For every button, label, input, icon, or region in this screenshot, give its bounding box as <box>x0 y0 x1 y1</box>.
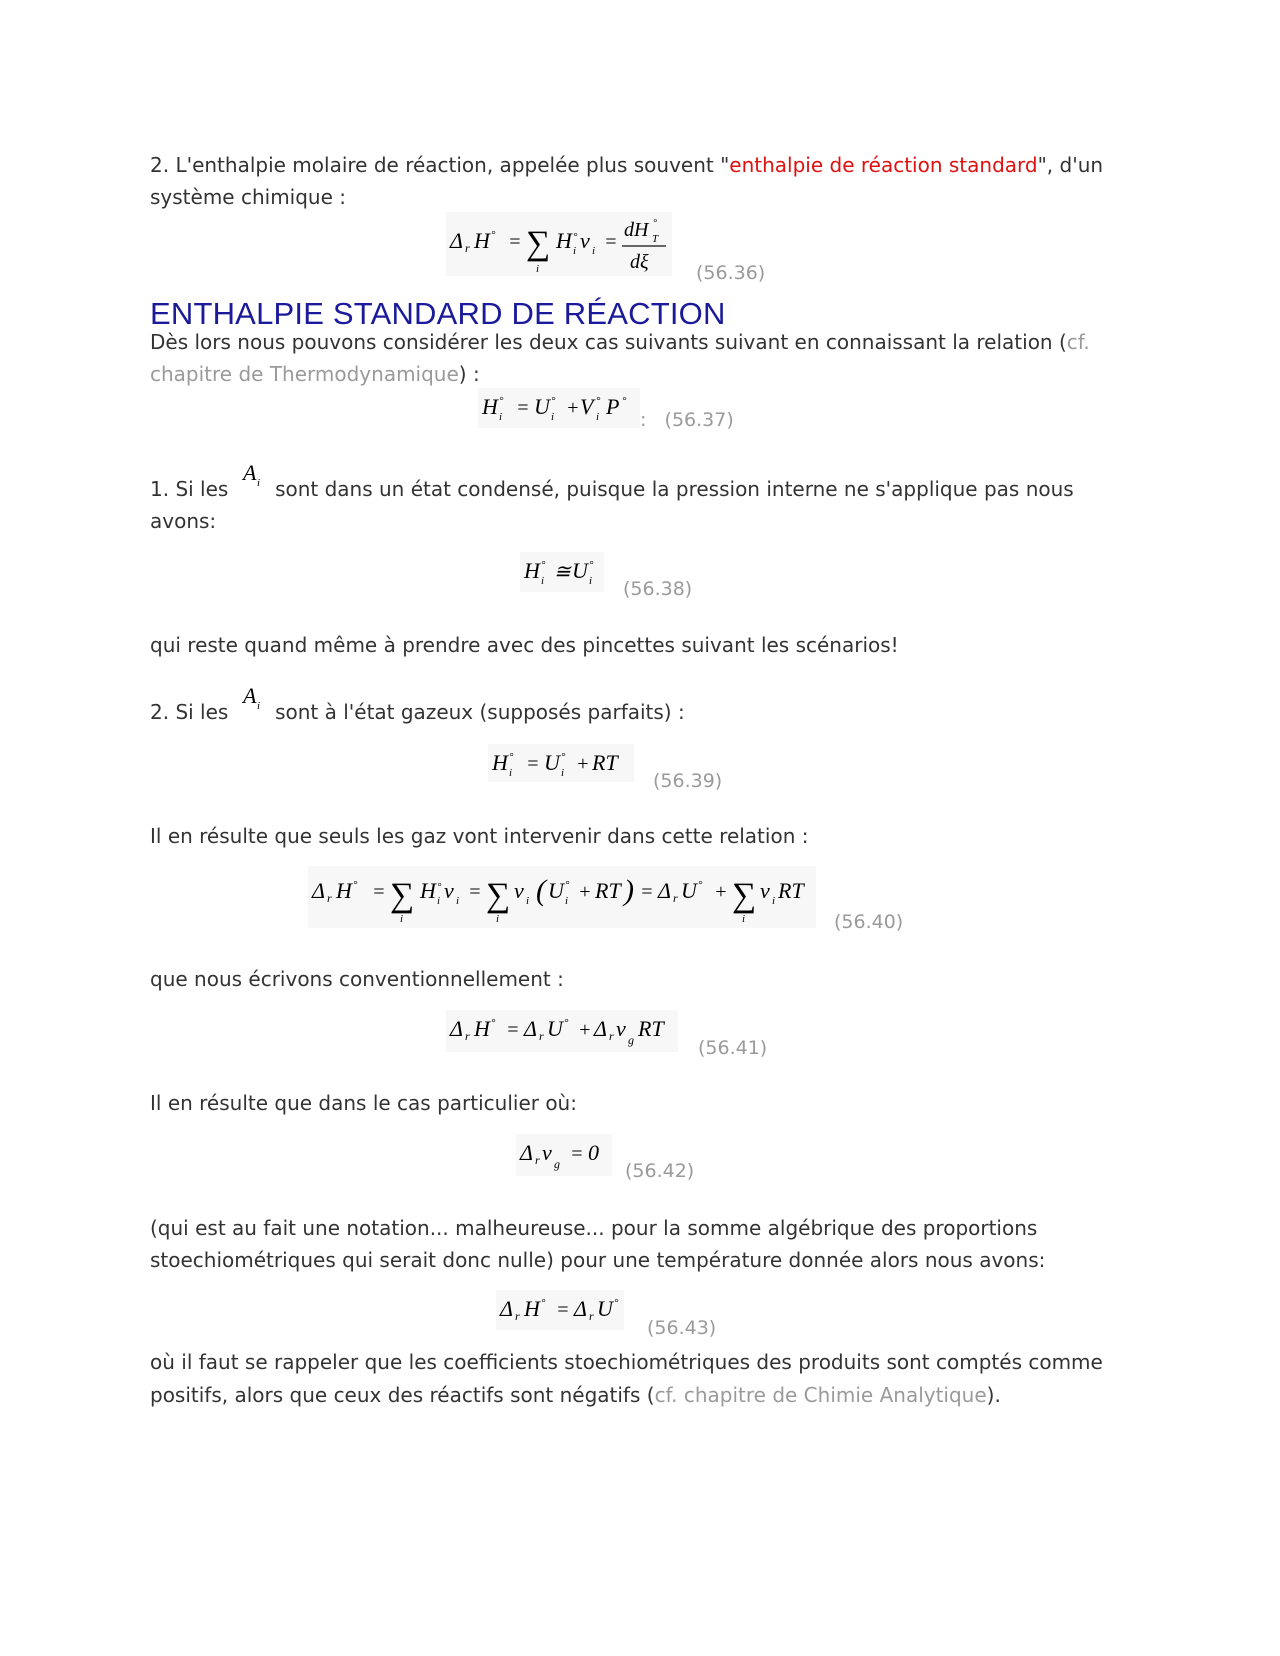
paragraph-rappel-line1: où il faut se rappeler que les coefficients stoechiométriques des produits sont comptés comme <box>150 1350 1103 1374</box>
case-1-line2: avons: <box>150 509 217 533</box>
svg-text:=: = <box>506 1019 520 1041</box>
svg-text:ν: ν <box>542 1140 552 1165</box>
svg-text:+: + <box>578 881 592 903</box>
svg-text:i: i <box>499 411 503 423</box>
svg-text:°: ° <box>353 879 358 891</box>
paragraph-gaz: Il en résulte que seuls les gaz vont intervenir dans cette relation : <box>150 824 809 848</box>
svg-text:dH: dH <box>624 219 649 241</box>
svg-text:g: g <box>554 1157 560 1171</box>
svg-text:A: A <box>242 460 257 485</box>
equation-colon: : <box>640 409 647 431</box>
svg-text:°: ° <box>614 1297 619 1309</box>
svg-text:Δ: Δ <box>450 228 463 253</box>
svg-text:°: ° <box>541 1297 546 1309</box>
symbol-A-i-graphic <box>239 458 273 492</box>
svg-text:RT: RT <box>592 750 618 775</box>
paragraph-cas-particulier: Il en résulte que dans le cas particulier où: <box>150 1091 577 1115</box>
intro-text-end: ", d'un <box>1037 153 1104 177</box>
section-heading: ENTHALPIE STANDARD DE RÉACTION <box>150 296 726 331</box>
svg-text:°: ° <box>653 218 657 229</box>
equation-56-42 <box>516 1134 612 1176</box>
svg-text:+: + <box>576 753 590 775</box>
svg-text:H: H <box>556 228 572 253</box>
svg-text:≅: ≅ <box>554 561 571 583</box>
svg-text:U: U <box>548 878 564 903</box>
svg-text:i: i <box>536 263 540 275</box>
chimie-analytique-link[interactable]: cf. chapitre de Chimie Analytique <box>654 1383 987 1407</box>
svg-text:=: = <box>556 1299 570 1321</box>
svg-text:H: H <box>474 1016 490 1041</box>
svg-text:r: r <box>535 1153 540 1167</box>
svg-text:H: H <box>474 228 490 253</box>
paragraph-relation-line2 <box>150 357 480 391</box>
svg-text:=: = <box>516 397 530 419</box>
svg-text:i: i <box>541 575 545 587</box>
svg-text:g: g <box>628 1033 634 1047</box>
svg-text:Δ: Δ <box>500 1296 513 1321</box>
svg-text:°: ° <box>698 879 703 891</box>
case-1-text: sont dans un état condensé, puisque la pression interne ne s'applique pas nous <box>275 477 1074 501</box>
svg-text:i: i <box>437 895 441 907</box>
paragraph-relation <box>150 325 1090 359</box>
svg-text:=: = <box>640 881 654 903</box>
svg-text:ν: ν <box>580 228 590 253</box>
svg-text:RT: RT <box>778 878 804 903</box>
symbol-A-i-graphic <box>239 681 273 715</box>
svg-text:H: H <box>492 750 508 775</box>
svg-text:i: i <box>742 913 746 925</box>
paragraph-notation-line2: stoechiométriques qui serait donc nulle) pour une température donnée alors nous avons: <box>150 1248 1046 1272</box>
svg-text:Δ: Δ <box>658 878 671 903</box>
svg-text:Δ: Δ <box>450 1016 463 1041</box>
case-2-text: sont à l'état gazeux (supposés parfaits) : <box>275 700 685 724</box>
equation-56-43 <box>496 1290 624 1330</box>
svg-text:r: r <box>673 891 678 905</box>
svg-text:H: H <box>524 1296 540 1321</box>
equation-number: (56.36) <box>696 262 766 284</box>
paragraph-pincettes: qui reste quand même à prendre avec des pincettes suivant les scénarios! <box>150 633 899 657</box>
svg-text:°: ° <box>491 1017 496 1029</box>
svg-text:i: i <box>589 575 593 587</box>
case-2-line <box>150 683 685 729</box>
svg-text:i: i <box>526 895 530 907</box>
svg-text:r: r <box>515 1309 520 1323</box>
svg-text:°: ° <box>551 395 556 407</box>
svg-text:i: i <box>565 895 569 907</box>
svg-text:dξ: dξ <box>630 251 649 273</box>
svg-text:°: ° <box>589 559 594 571</box>
svg-text:°: ° <box>622 395 627 407</box>
svg-text:T: T <box>652 233 659 245</box>
equation-56-37-graphic <box>478 388 640 428</box>
paragraph-intro-line2: système chimique : <box>150 185 347 209</box>
equation-number: (56.40) <box>834 911 904 933</box>
svg-text:r: r <box>609 1029 614 1043</box>
svg-text:+: + <box>578 1019 592 1041</box>
svg-text:∑: ∑ <box>526 225 551 262</box>
equation-number: (56.39) <box>653 770 723 792</box>
svg-text:=: = <box>372 881 386 903</box>
svg-text:i: i <box>573 245 577 257</box>
svg-text:Δ: Δ <box>574 1296 587 1321</box>
svg-text:A: A <box>242 683 257 708</box>
svg-text:Δ: Δ <box>520 1140 533 1165</box>
intro-text: 2. L'enthalpie molaire de réaction, appelée plus souvent " <box>150 153 730 177</box>
svg-text:=: = <box>508 231 522 253</box>
svg-text:H: H <box>336 878 352 903</box>
svg-text:=: = <box>570 1143 584 1165</box>
svg-text:i: i <box>772 895 776 907</box>
svg-text:i: i <box>496 913 500 925</box>
paragraph-conventionnellement: que nous écrivons conventionnellement : <box>150 967 564 991</box>
equation-56-36-graphic <box>446 212 672 276</box>
svg-text:+: + <box>566 397 580 419</box>
svg-text:Δ: Δ <box>312 878 325 903</box>
svg-text:°: ° <box>573 231 578 243</box>
svg-text:°: ° <box>499 395 504 407</box>
equation-56-36 <box>446 212 672 276</box>
svg-text:i: i <box>596 411 600 423</box>
equation-56-43-graphic <box>496 1290 624 1330</box>
svg-text:i: i <box>561 767 565 779</box>
svg-text:i: i <box>400 913 404 925</box>
svg-text:RT: RT <box>638 1016 664 1041</box>
equation-56-39 <box>488 744 634 782</box>
svg-text:°: ° <box>541 559 546 571</box>
svg-text:U: U <box>681 878 697 903</box>
relation-text: Dès lors nous pouvons considérer les deux cas suivants suivant en connaissant la relation ( <box>150 330 1067 354</box>
svg-text:H: H <box>524 558 540 583</box>
svg-text:i: i <box>256 477 260 489</box>
svg-text:r: r <box>589 1309 594 1323</box>
svg-text:ν: ν <box>616 1016 626 1041</box>
equation-56-42-graphic <box>516 1134 612 1176</box>
svg-text:°: ° <box>564 1017 569 1029</box>
svg-text:): ) <box>624 874 634 907</box>
thermodynamique-link[interactable]: chapitre de Thermodynamique <box>150 362 459 386</box>
svg-text:∑: ∑ <box>486 877 511 914</box>
svg-text:H: H <box>482 394 498 419</box>
symbol-A-i <box>235 683 269 729</box>
svg-text:U: U <box>572 558 588 583</box>
svg-text:=: = <box>468 881 482 903</box>
equation-56-41 <box>446 1010 678 1052</box>
svg-text:U: U <box>544 750 560 775</box>
svg-text:°: ° <box>491 229 496 241</box>
svg-text:=: = <box>604 231 618 253</box>
rappel-text: positifs, alors que ceux des réactifs sont négatifs ( <box>150 1383 655 1407</box>
svg-text:i: i <box>456 895 460 907</box>
equation-56-38 <box>520 552 604 592</box>
svg-text:+: + <box>714 881 728 903</box>
svg-text:0: 0 <box>588 1140 599 1165</box>
svg-text:Δ: Δ <box>524 1016 537 1041</box>
paragraph-rappel-line2 <box>150 1378 1001 1412</box>
equation-56-39-graphic <box>488 744 634 782</box>
svg-text:U: U <box>534 394 550 419</box>
cf-link[interactable]: cf. <box>1066 330 1090 354</box>
equation-number-56-37 <box>640 409 734 431</box>
equation-number: (56.42) <box>625 1160 695 1182</box>
symbol-A-i <box>235 460 269 506</box>
svg-text:i: i <box>256 700 260 712</box>
paragraph-notation-line1: (qui est au fait une notation... malheureuse... pour la somme algébrique des proportions <box>150 1216 1038 1240</box>
equation-56-40-graphic <box>308 866 816 928</box>
case-1-label: 1. Si les <box>150 477 229 501</box>
case-1-line <box>150 460 1074 506</box>
svg-text:(: ( <box>536 874 546 907</box>
svg-text:P: P <box>606 394 620 419</box>
svg-text:RT: RT <box>595 878 621 903</box>
svg-text:∑: ∑ <box>390 877 415 914</box>
svg-text:r: r <box>465 241 470 255</box>
rappel-text-end: ). <box>986 1383 1001 1407</box>
svg-text:V: V <box>580 394 594 419</box>
svg-text:°: ° <box>596 395 601 407</box>
svg-text:ν: ν <box>760 878 770 903</box>
svg-text:U: U <box>597 1296 613 1321</box>
svg-text:Δ: Δ <box>594 1016 607 1041</box>
equation-number: (56.41) <box>698 1037 768 1059</box>
svg-text:H: H <box>420 878 436 903</box>
svg-text:ν: ν <box>514 878 524 903</box>
equation-56-41-graphic <box>446 1010 678 1052</box>
equation-56-38-graphic <box>520 552 604 592</box>
svg-text:∑: ∑ <box>732 877 757 914</box>
svg-text:=: = <box>526 753 540 775</box>
highlight-term: enthalpie de réaction standard <box>729 153 1038 177</box>
equation-56-37 <box>478 388 640 428</box>
svg-text:i: i <box>551 411 555 423</box>
svg-text:°: ° <box>437 881 442 893</box>
svg-text:U: U <box>547 1016 563 1041</box>
svg-text:r: r <box>465 1029 470 1043</box>
svg-text:i: i <box>592 245 596 257</box>
svg-text:i: i <box>509 767 513 779</box>
svg-text:°: ° <box>565 879 570 891</box>
equation-number: (56.38) <box>623 578 693 600</box>
svg-text:°: ° <box>509 751 514 763</box>
relation-text-end: ) : <box>458 362 480 386</box>
equation-56-40 <box>308 866 816 928</box>
svg-text:r: r <box>327 891 332 905</box>
svg-text:ν: ν <box>444 878 454 903</box>
case-2-label: 2. Si les <box>150 700 229 724</box>
equation-number: (56.37) <box>664 409 734 431</box>
svg-text:°: ° <box>561 751 566 763</box>
equation-number: (56.43) <box>647 1317 717 1339</box>
paragraph-intro <box>150 148 1103 182</box>
svg-text:r: r <box>539 1029 544 1043</box>
